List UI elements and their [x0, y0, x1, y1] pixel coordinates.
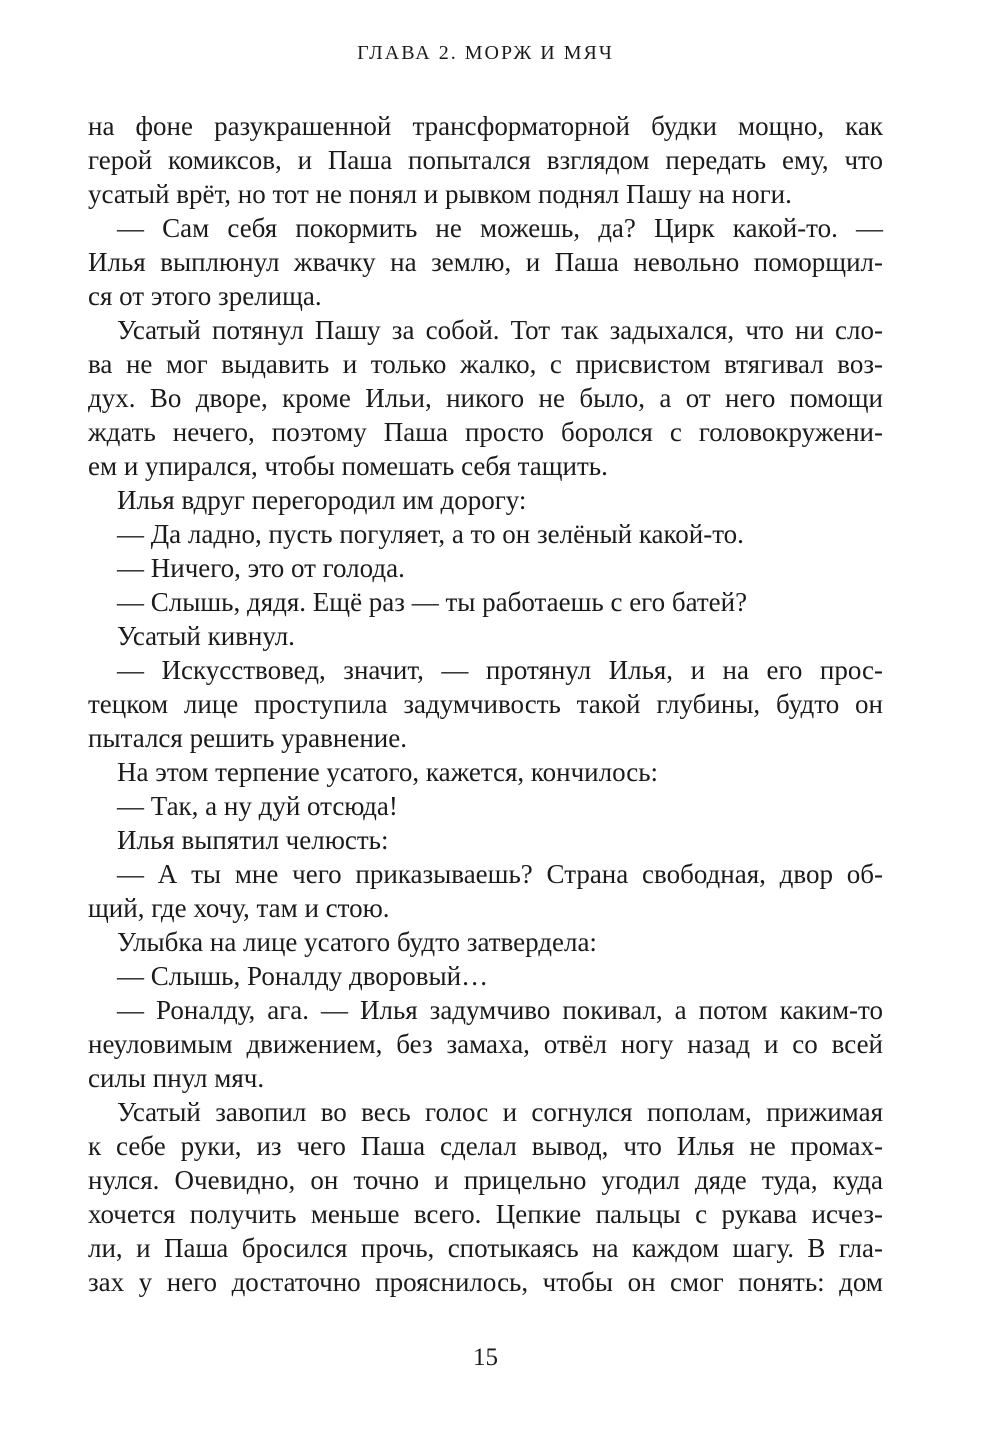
text-line: дух. Во дворе, кроме Ильи, никого не было, а от него помощи [88, 383, 883, 413]
text-line: — Так, а ну дуй отсюда! [117, 791, 398, 821]
paragraph [88, 993, 883, 1095]
text-line: — Искусствовед, значит, — протянул Илья, и на его прос- [117, 655, 883, 685]
text-line: щий, где хочу, там и стою. [88, 893, 390, 923]
paragraph [88, 789, 883, 823]
text-line: — Слышь, Роналду дворовый… [117, 961, 489, 991]
text-line: — Слышь, дядя. Ещё раз — ты работаешь с его батей? [117, 587, 748, 617]
paragraph [88, 313, 883, 483]
text-line: Улыбка на лице усатого будто затвердела: [117, 927, 597, 957]
text-line: силы пнул мяч. [88, 1063, 265, 1093]
text-line: На этом терпение усатого, кажется, кончилось: [117, 757, 659, 787]
text-line: ся от этого зрелища. [88, 281, 322, 311]
text-line: герой комиксов, и Паша попытался взглядом передать ему, что [88, 145, 883, 175]
text-line: хочется получить меньше всего. Цепкие пальцы с рукава исчез- [88, 1199, 883, 1229]
text-line: — Роналду, ага. — Илья задумчиво покивал, а потом каким-то [117, 995, 883, 1025]
paragraph [88, 619, 883, 653]
text-line: Илья выпятил челюсть: [117, 825, 389, 855]
text-line: ем и упирался, чтобы помешать себя тащить. [88, 451, 608, 481]
text-line: ва не мог выдавить и только жалко, с присвистом втягивал воз- [88, 349, 883, 379]
text-line: — Да ладно, пусть погуляет, а то он зелёный какой-то. [117, 519, 744, 549]
text-line: Усатый потянул Пашу за собой. Тот так задыхался, что ни сло- [117, 315, 883, 345]
text-line: ли, и Паша бросился прочь, спотыкаясь на каждом шагу. В гла- [88, 1233, 883, 1263]
text-line: зах у него достаточно прояснилось, чтобы он смог понять: дом [88, 1267, 883, 1297]
paragraph [88, 857, 883, 925]
chapter-header: ГЛАВА 2. МОРЖ И МЯЧ [357, 42, 614, 64]
text-line: — Сам себя покормить не можешь, да? Цирк какой-то. — [117, 213, 883, 243]
text-line: Илья вдруг перегородил им дорогу: [117, 485, 527, 515]
paragraph [88, 109, 883, 211]
text-line: Усатый кивнул. [117, 621, 295, 651]
page-number: 15 [473, 1344, 498, 1371]
paragraph [88, 483, 883, 517]
paragraph [88, 653, 883, 755]
text-line: пытался решить уравнение. [88, 723, 407, 753]
text-line: тецком лице проступила задумчивость такой глубины, будто он [88, 689, 883, 719]
paragraph [88, 959, 883, 993]
paragraph [88, 823, 883, 857]
text-line: на фоне разукрашенной трансформаторной будки мощно, как [88, 111, 883, 141]
paragraph [88, 211, 883, 313]
text-line: нулся. Очевидно, он точно и прицельно угодил дяде туда, куда [88, 1165, 883, 1195]
text-line: — А ты мне чего приказываешь? Страна свободная, двор об- [117, 859, 883, 889]
paragraph [88, 551, 883, 585]
paragraph [88, 517, 883, 551]
text-line: усатый врёт, но тот не понял и рывком поднял Пашу на ноги. [88, 179, 792, 209]
text-line: ждать нечего, поэтому Паша просто боролся с головокружени- [88, 417, 883, 447]
paragraph [88, 755, 883, 789]
text-line: Усатый завопил во весь голос и согнулся пополам, прижимая [117, 1097, 883, 1127]
paragraph [88, 1095, 883, 1299]
paragraph [88, 585, 883, 619]
paragraph [88, 925, 883, 959]
text-line: неуловимым движением, без замаха, отвёл ногу назад и со всей [88, 1029, 883, 1059]
page-body [88, 109, 883, 1299]
text-line: — Ничего, это от голода. [117, 553, 405, 583]
text-line: Илья выплюнул жвачку на землю, и Паша невольно поморщил- [88, 247, 883, 277]
text-line: к себе руки, из чего Паша сделал вывод, что Илья не промах- [88, 1131, 883, 1161]
